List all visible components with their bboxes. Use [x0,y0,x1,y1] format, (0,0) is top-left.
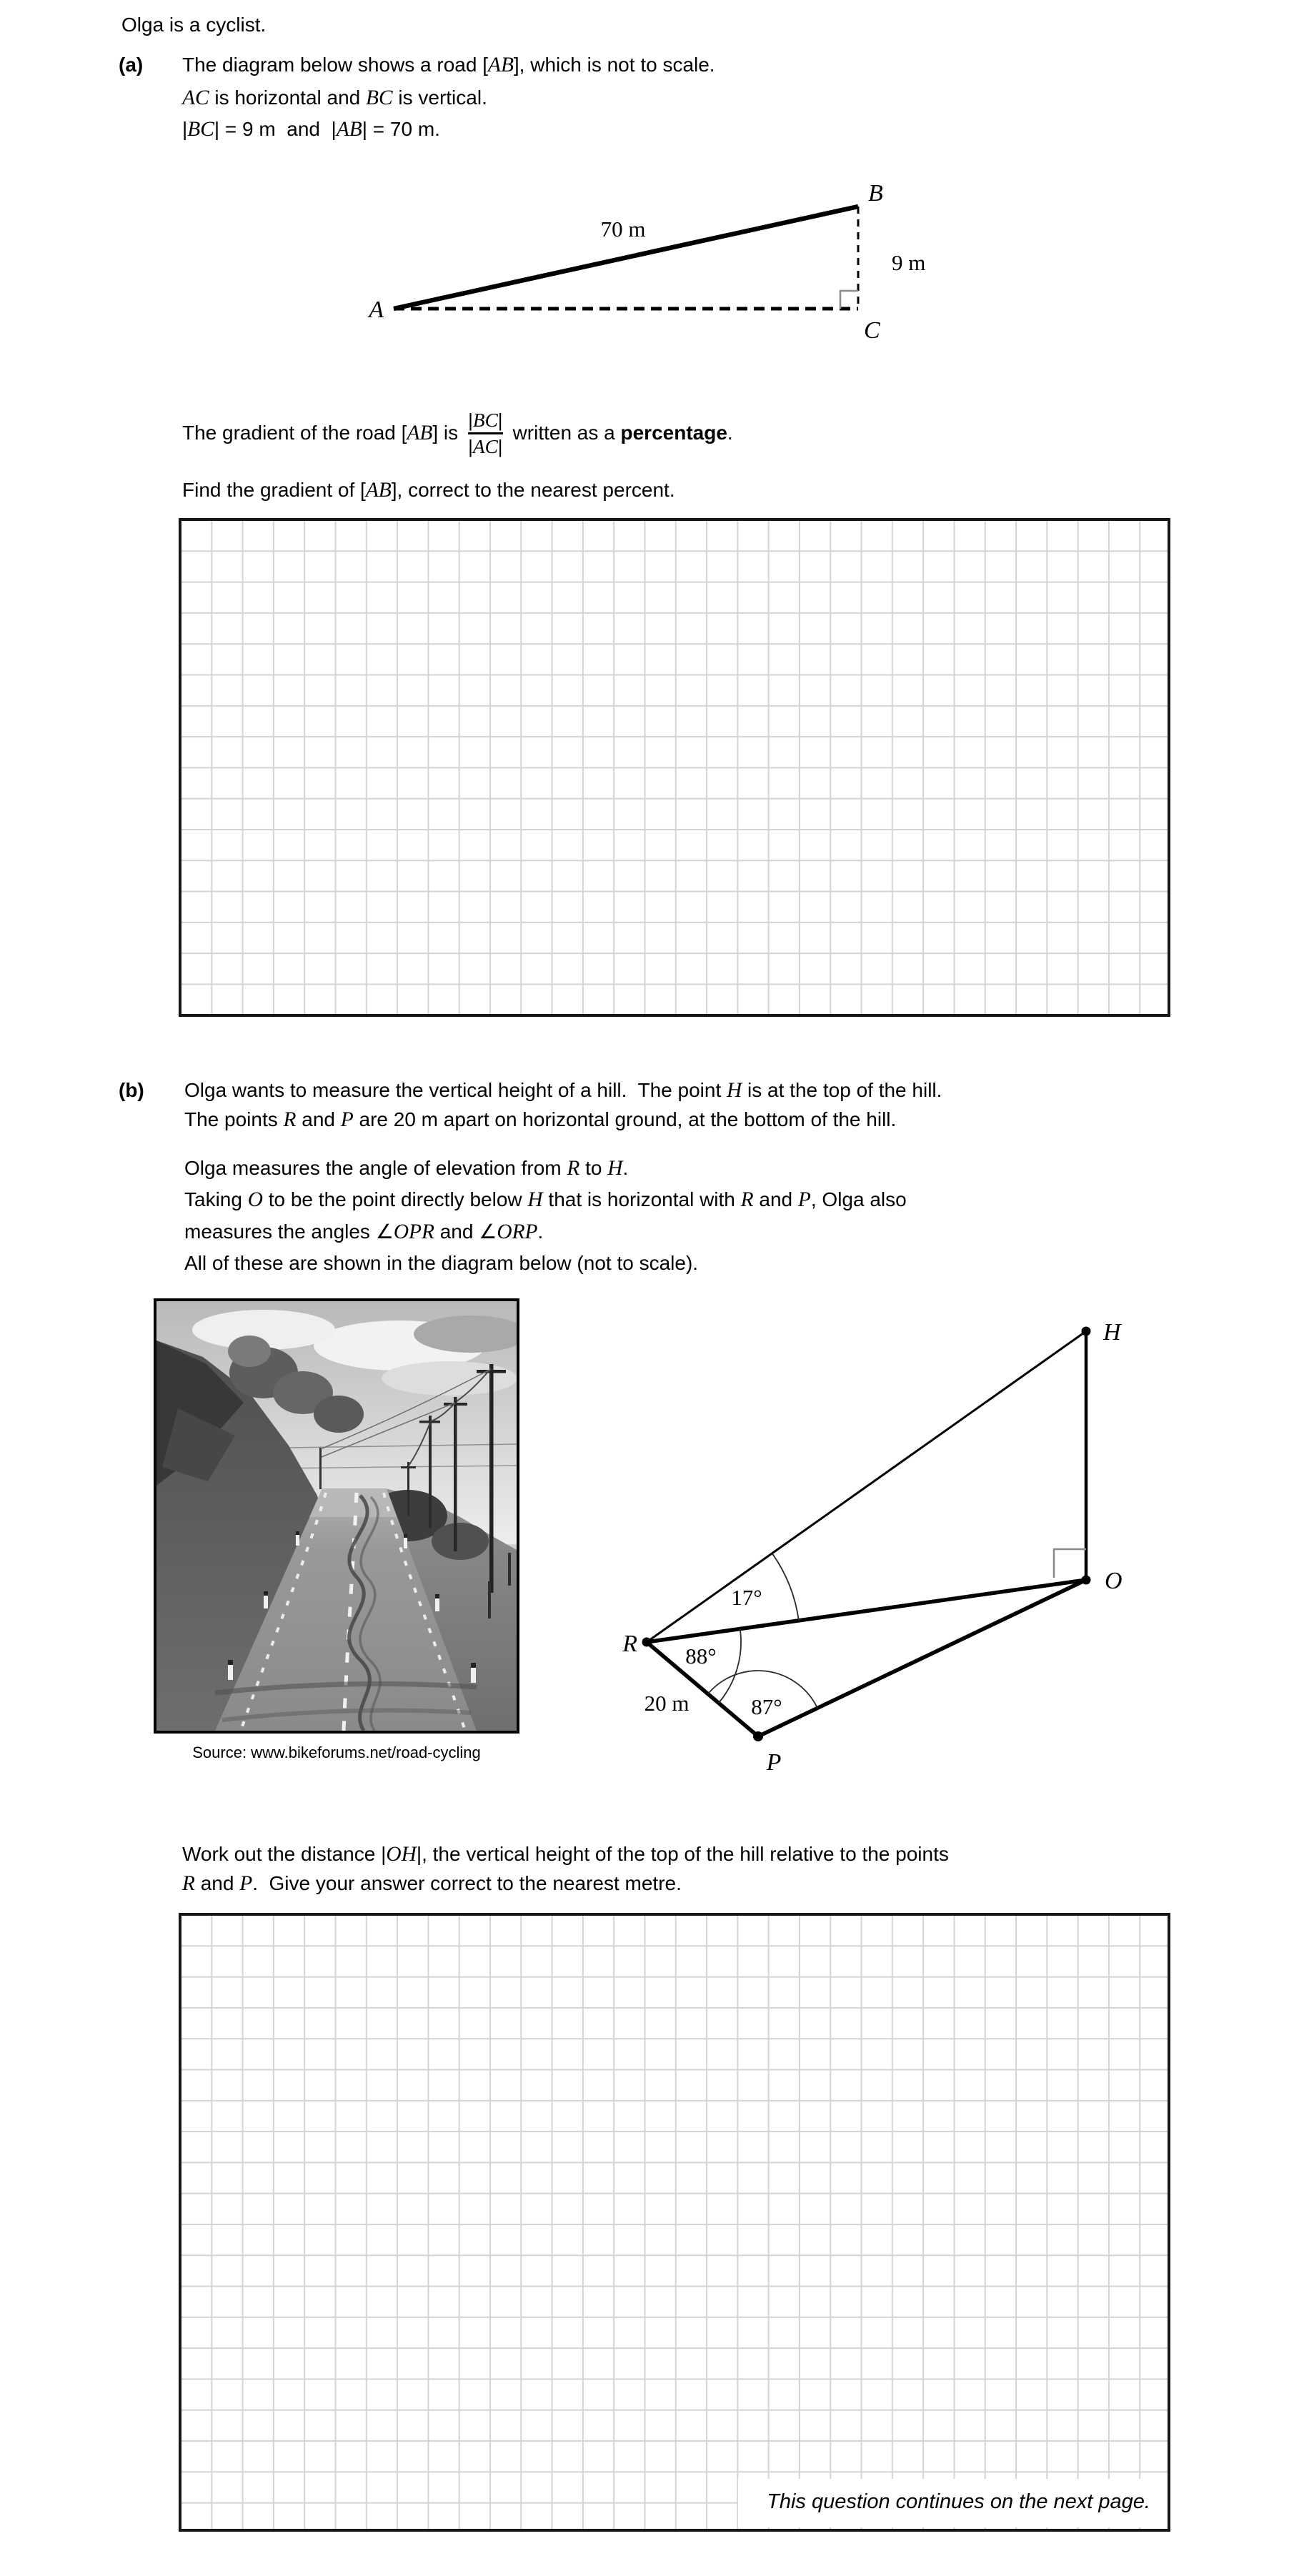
math-var: AB [407,422,433,444]
math-var: AB [488,54,514,76]
hill-road-photo [154,1298,519,1734]
math-var: OPR [393,1220,434,1243]
gradient-fraction [468,409,502,457]
point-dot-h [1082,1327,1091,1336]
point-label-b: B [868,180,883,207]
math-var: ORP [497,1220,538,1243]
hill-survey-diagram [600,1304,1172,1804]
right-angle-marker-c [840,291,858,309]
work-out-line-2: R and P. Give your answer correct to the nearest metre. [182,1872,682,1895]
angle-arc-17 [772,1553,799,1621]
photo-pole-crossbar [401,1466,416,1468]
photo-pole [429,1416,432,1528]
part-b-marker: (b) [119,1079,144,1101]
length-rp-label: 20 m [644,1691,690,1716]
math-var: H [727,1079,742,1102]
photo-pole [319,1448,322,1489]
part-a-line-1: The diagram below shows a road [AB], which is not to scale. [182,54,715,76]
point-label-r: R [622,1631,637,1657]
math-var: P [340,1108,354,1131]
intro-text: Olga is a cyclist. [121,14,267,36]
angle-label-17: 17° [731,1585,762,1610]
length-ab-label: 70 m [600,217,646,242]
find-gradient-line: Find the gradient of [AB], correct to the nearest percent. [182,479,675,502]
math-var: BC [472,409,498,431]
point-label-p: P [766,1749,782,1776]
math-var: R [567,1157,580,1180]
gradient-sentence [182,397,733,469]
part-a-marker: (a) [119,54,144,76]
angle-arc-88 [719,1628,741,1703]
point-label-o: O [1105,1568,1123,1594]
math-var: R [283,1108,297,1131]
point-label-h: H [1103,1319,1121,1346]
math-var: H [527,1188,543,1211]
work-out-line-1: Work out the distance |OH|, the vertical height of the top of the hill relative to the points [182,1843,949,1866]
continues-note: This question continues on the next page. [738,2479,1168,2527]
math-var: H [607,1157,623,1180]
photo-caption: Source: www.bikeforums.net/road-cycling [192,1744,481,1761]
math-var: AB [365,479,392,502]
part-b-line-6: All of these are shown in the diagram below (not to scale). [184,1252,699,1274]
math-var: R [182,1872,195,1895]
part-b-line-1: Olga wants to measure the vertical height of a hill. The point H is at the top of the hill. [184,1079,942,1102]
part-b-line-3: Olga measures the angle of elevation from R to H. [184,1157,629,1180]
fraction-denominator: |AC| [468,435,503,457]
photo-pole [407,1462,409,1516]
point-dot-o [1082,1576,1091,1585]
point-label-c: C [864,317,880,344]
math-var: AB [336,118,362,141]
bold-text: percentage [620,422,727,444]
fraction-bar [468,432,502,434]
road-triangle-diagram [307,175,950,347]
point-label-a: A [369,297,384,323]
right-angle-marker-o [1054,1549,1086,1578]
answer-grid-box-1 [179,518,1170,1017]
photo-pole [489,1364,494,1593]
math-var: BC [366,86,393,109]
photo-trees [314,1396,364,1433]
sightline-rh [647,1331,1086,1642]
point-dot-p [753,1731,763,1741]
math-var: P [797,1188,811,1211]
math-var: P [239,1872,253,1895]
photo-pole-crossbar [477,1370,506,1373]
math-var: BC [187,118,214,141]
photo-pole [454,1397,457,1551]
math-var: O [247,1188,263,1211]
part-b-line-2: The points R and P are 20 m apart on horizontal ground, at the bottom of the hill. [184,1108,897,1131]
gradient-sentence-post: written as a percentage. [512,422,733,444]
part-b-line-5: measures the angles ∠OPR and ∠ORP. [184,1220,544,1243]
math-var: R [740,1188,754,1211]
math-var: OH [386,1843,417,1866]
photo-road-crest [309,1488,397,1517]
point-dot-r [642,1638,652,1647]
photo-dark-bush [432,1523,489,1560]
length-bc-label: 9 m [892,250,926,275]
part-a-line-2: AC is horizontal and BC is vertical. [182,86,487,109]
angle-label-88: 88° [685,1643,717,1669]
part-a-line-3: |BC| = 9 m and |AB| = 70 m. [182,118,440,141]
math-var: AC [472,435,498,457]
fraction-numerator: |BC| [468,409,503,431]
part-b-line-4: Taking O to be the point directly below H that is horizontal with R and P, Olga also [184,1188,907,1211]
hill-road-photo-art [156,1301,517,1731]
answer-grid-box-2 [179,1913,1170,2532]
angle-label-87: 87° [751,1694,782,1719]
photo-trees [228,1336,271,1367]
gradient-sentence-pre: The gradient of the road [AB] is [182,422,459,444]
math-var: AC [182,86,209,109]
